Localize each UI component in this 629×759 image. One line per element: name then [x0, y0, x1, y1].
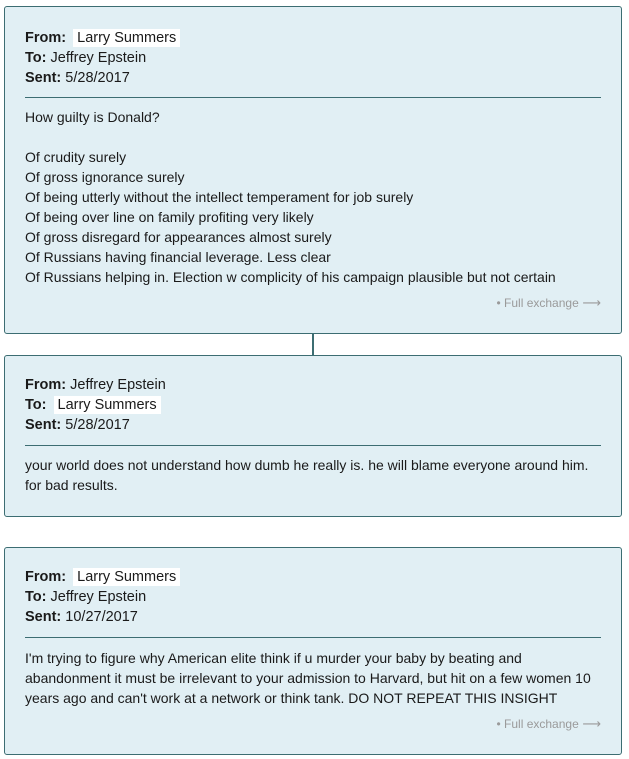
from-value-highlighted: Larry Summers: [73, 29, 180, 47]
body-text: your world does not understand how dumb he really is. he will blame everyone around him. for bad results.: [25, 457, 589, 493]
bullet-icon: •: [496, 296, 505, 310]
sent-value: 5/28/2017: [65, 70, 130, 86]
bullet-icon: •: [496, 717, 505, 731]
divider: [25, 637, 601, 638]
full-exchange-link[interactable]: [496, 716, 601, 732]
sent-label: Sent:: [25, 417, 62, 433]
body-line: Of crudity surely: [25, 149, 127, 165]
from-label: From:: [25, 30, 67, 46]
arrow-right-icon: ⟶: [578, 295, 601, 310]
to-line: [25, 48, 180, 68]
email-card: [4, 355, 622, 517]
email-body: [25, 455, 603, 495]
to-label: To:: [25, 397, 47, 413]
sent-value: 10/27/2017: [65, 609, 138, 625]
sent-label: Sent:: [25, 609, 62, 625]
to-value: Jeffrey Epstein: [50, 589, 147, 605]
to-label: To:: [25, 589, 47, 605]
email-card: [4, 547, 622, 755]
email-body: [25, 648, 603, 708]
to-line: [25, 395, 166, 415]
to-line: [25, 587, 180, 607]
from-line: [25, 375, 166, 395]
from-label: From:: [25, 569, 67, 585]
body-line: How guilty is Donald?: [25, 109, 160, 125]
body-line: Of being utterly without the intellect temperament for job surely: [25, 189, 414, 205]
body-text: I'm trying to figure why American elite think if u murder your baby by beating and abandonment it must be irrelevant to your admission to Harvard, but hit on a few women 10 years ago and can't work at a network or think tank. DO NOT REPEAT THIS INSIGHT: [25, 650, 591, 706]
email-header: [25, 567, 180, 627]
from-label: From:: [25, 377, 67, 393]
body-line: Of Russians having financial leverage. Less clear: [25, 249, 331, 265]
full-exchange-link[interactable]: [496, 295, 601, 311]
sent-value: 5/28/2017: [65, 417, 130, 433]
from-line: [25, 567, 180, 587]
sent-line: [25, 415, 166, 435]
email-header: [25, 375, 166, 435]
email-card: [4, 6, 622, 334]
to-value-highlighted: Larry Summers: [54, 396, 161, 414]
email-body: [25, 107, 603, 287]
divider: [25, 97, 601, 98]
thread-connector: [312, 333, 314, 355]
sent-line: [25, 68, 180, 88]
to-label: To:: [25, 50, 47, 66]
full-exchange-label: Full exchange: [504, 296, 579, 310]
email-header: [25, 28, 180, 88]
from-value: Jeffrey Epstein: [70, 377, 166, 393]
body-line: Of Russians helping in. Election w complicity of his campaign plausible but not certain: [25, 269, 556, 285]
arrow-right-icon: ⟶: [578, 716, 601, 731]
from-line: [25, 28, 180, 48]
from-value-highlighted: Larry Summers: [73, 568, 180, 586]
sent-label: Sent:: [25, 70, 62, 86]
sent-line: [25, 607, 180, 627]
full-exchange-label: Full exchange: [504, 717, 579, 731]
divider: [25, 445, 601, 446]
body-line: Of gross disregard for appearances almost surely: [25, 229, 332, 245]
body-line: Of being over line on family profiting very likely: [25, 209, 314, 225]
to-value: Jeffrey Epstein: [50, 50, 147, 66]
body-line: Of gross ignorance surely: [25, 169, 185, 185]
